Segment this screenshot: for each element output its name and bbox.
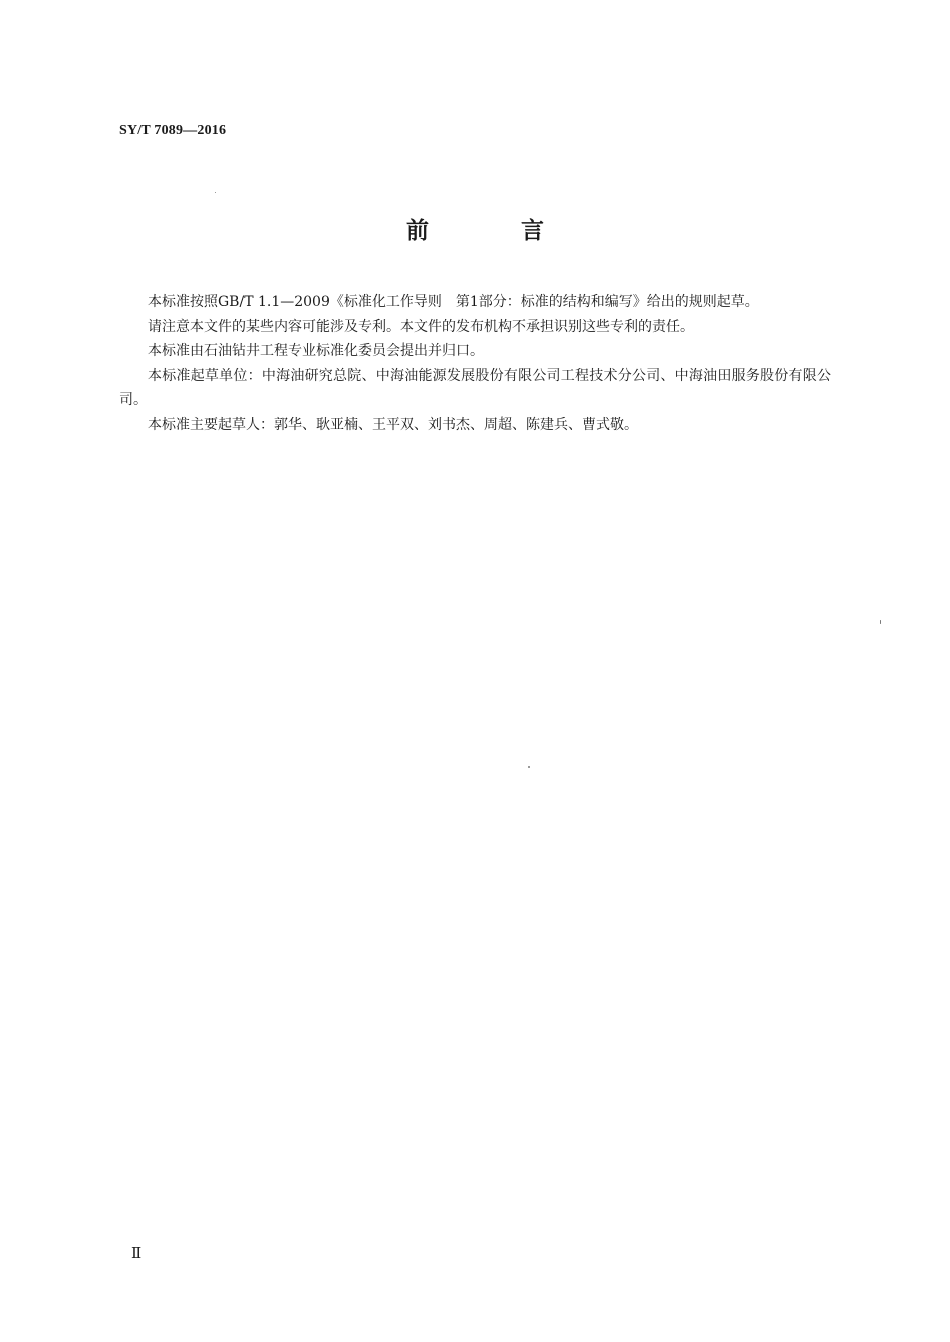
paragraph-proposer: 本标准由石油钻井工程专业标准化委员会提出并归口。 [148,343,484,359]
paragraph-drafters: 本标准主要起草人：郭华、耿亚楠、王平双、刘书杰、周超、陈建兵、曹式敬。 [148,416,638,433]
preface-body [119,290,831,437]
paragraph-patent-notice: 请注意本文件的某些内容可能涉及专利。本文件的发布机构不承担识别这些专利的责任。 [148,318,694,335]
scan-speck [215,192,216,193]
page-title: 前 言 [405,218,586,244]
paragraph-drafting-units: 本标准起草单位：中海油研究总院、中海油能源发展股份有限公司工程技术分公司、中海油田服务股份有限公司。 [119,367,831,408]
scan-speck [880,620,881,624]
page-number: Ⅱ [131,1246,142,1262]
paragraph-drafting-rules: 本标准按照GB/T 1.1—2009《标准化工作导则 第1部分：标准的结构和编写》给出的规则起草。 [148,294,759,310]
scan-speck [528,766,530,768]
standard-code: SY/T 7089—2016 [119,123,227,138]
